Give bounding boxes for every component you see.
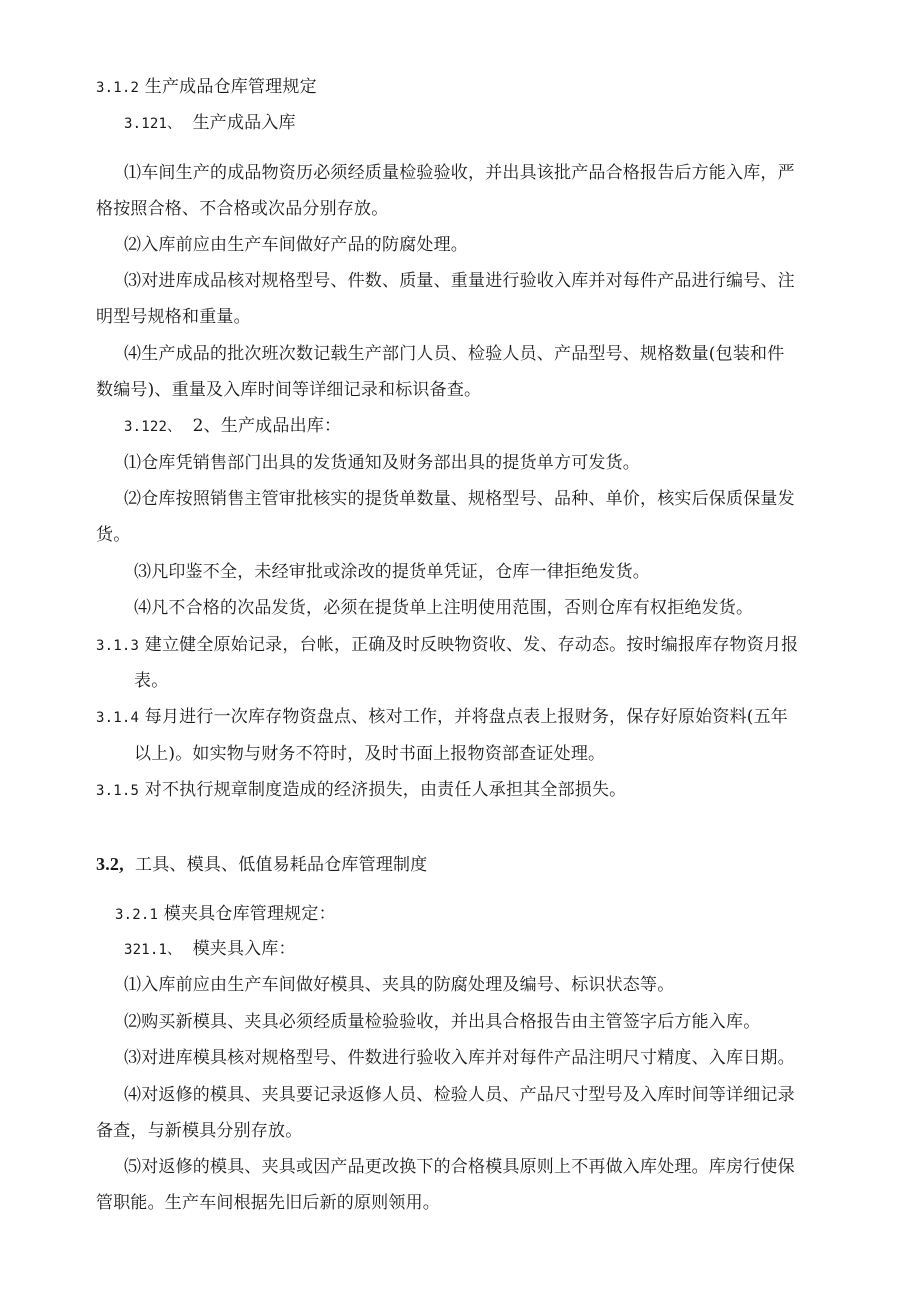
section-3-1-3-line-2: 表。 (134, 671, 169, 691)
section-title: 生产成品入库 (192, 113, 296, 133)
inbound-item-3-line-2: 明型号规格和重量。 (96, 307, 251, 327)
outbound-item-1: ⑴仓库凭销售部门出具的发货通知及财务部出具的提货单方可发货。 (124, 453, 640, 473)
outbound-item-2-line-1: ⑵仓库按照销售主管审批核实的提货单数量、规格型号、品种、单价，核实后保质保量发 (124, 489, 795, 509)
section-text-line-1: 建立健全原始记录，台帐，正确及时反映物资收、发、存动态。按时编报库存物资月报 (144, 635, 799, 655)
mold-item-5-line-1: ⑸对返修的模具、夹具或因产品更改换下的合格模具原则上不再做入库处理。库房行使保 (124, 1157, 795, 1177)
section-3-1-4 (96, 707, 788, 728)
mold-item-1: ⑴入库前应由生产车间做好模具、夹具的防腐处理及编号、标识状态等。 (124, 975, 675, 995)
outbound-item-2-line-2: 货。 (96, 525, 131, 545)
section-3-1-4-line-2: 以上)。如实物与财务不符时，及时书面上报物资部查证处理。 (134, 744, 606, 764)
section-3-1-3 (96, 635, 798, 656)
section-number: 3.1.5 (96, 783, 140, 799)
mold-item-4-line-1: ⑷对返修的模具、夹具要记录返修人员、检验人员、产品尺寸型号及入库时间等详细记录 (124, 1085, 795, 1105)
section-3-122-heading (124, 416, 341, 437)
section-title: 2、生产成品出库： (192, 416, 342, 436)
section-number: 321.1、 (124, 942, 182, 958)
inbound-item-1-line-2: 格按照合格、不合格或次品分别存放。 (96, 199, 389, 219)
outbound-item-4: ⑷凡不合格的次品发货，必须在提货单上注明使用范围，否则仓库有权拒绝发货。 (134, 598, 754, 618)
section-3-1-5 (96, 780, 626, 801)
section-number: 3.2.1 (115, 907, 159, 923)
section-number: 3.1.4 (96, 710, 140, 726)
mold-item-2: ⑵购买新模具、夹具必须经质量检验验收，并出具合格报告由主管签字后方能入库。 (124, 1012, 761, 1032)
outbound-item-3: ⑶凡印鉴不全，未经审批或涂改的提货单凭证，仓库一律拒绝发货。 (134, 562, 650, 582)
section-text-line-1: 每月进行一次库存物资盘点、核对工作，并将盘点表上报财务，保存好原始资料(五年 (144, 707, 788, 727)
section-3-121-heading (124, 113, 296, 134)
section-number: 3.1.2 (96, 80, 140, 96)
mold-item-5-line-2: 管职能。生产车间根据先旧后新的原则领用。 (96, 1193, 440, 1213)
section-number: 3.2, (96, 854, 124, 874)
section-title: 模夹具入库： (192, 939, 296, 959)
section-321-1-heading (124, 939, 296, 960)
inbound-item-2: ⑵入库前应由生产车间做好产品的防腐处理。 (124, 235, 468, 255)
inbound-item-3-line-1: ⑶对进库成品核对规格型号、件数、质量、重量进行验收入库并对每件产品进行编号、注 (124, 271, 795, 291)
mold-item-4-line-2: 备查，与新模具分别存放。 (96, 1121, 303, 1141)
section-title: 模夹具仓库管理规定： (163, 904, 336, 924)
mold-item-3: ⑶对进库模具核对规格型号、件数进行验收入库并对每件产品注明尺寸精度、入库日期。 (124, 1048, 795, 1068)
inbound-item-4-line-2: 数编号)、重量及入库时间等详细记录和标识备查。 (96, 380, 482, 400)
section-number: 3.121、 (124, 116, 182, 132)
inbound-item-1-line-1: ⑴车间生产的成品物资历必须经质量检验验收，并出具该批产品合格报告后方能入库，严 (124, 163, 795, 183)
section-3-2-heading (96, 854, 427, 875)
section-text: 对不执行规章制度造成的经济损失，由责任人承担其全部损失。 (144, 780, 627, 800)
section-3-2-1-heading (115, 904, 336, 925)
section-number: 3.122、 (124, 419, 182, 435)
section-3-1-2-heading (96, 77, 317, 98)
section-number: 3.1.3 (96, 638, 140, 654)
inbound-item-4-line-1: ⑷生产成品的批次班次数记载生产部门人员、检验人员、产品型号、规格数量(包装和件 (124, 344, 785, 364)
section-title: 工具、模具、低值易耗品仓库管理制度 (135, 855, 428, 875)
section-title: 生产成品仓库管理规定 (144, 77, 317, 97)
